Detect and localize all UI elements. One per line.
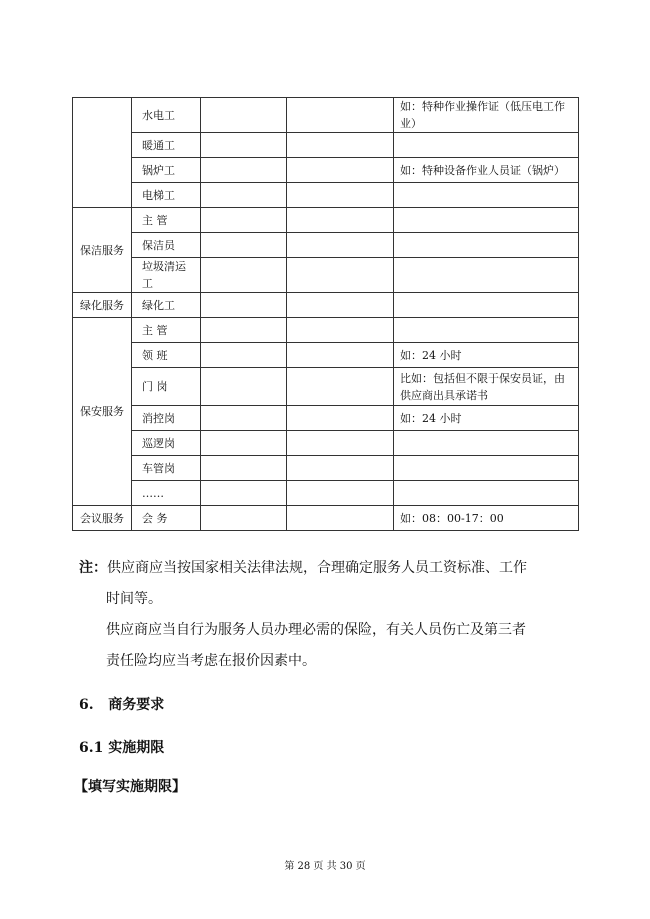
note-cell [394, 318, 579, 343]
blank-cell [201, 406, 287, 431]
blank-cell [201, 258, 287, 293]
role-cell: 领 班 [132, 343, 201, 368]
note-cell: 如：特种设备作业人员证（锅炉） [394, 158, 579, 183]
table-row [73, 293, 579, 318]
role-cell: 主 管 [132, 318, 201, 343]
note-cell [394, 133, 579, 158]
notes-block [79, 557, 579, 681]
role-cell: 绿化工 [132, 293, 201, 318]
table-row [73, 431, 579, 456]
blank-cell [287, 258, 394, 293]
blank-cell [201, 368, 287, 406]
note-cell [394, 183, 579, 208]
note-cell [394, 431, 579, 456]
blank-cell [287, 343, 394, 368]
note-cell: 如：24 小时 [394, 343, 579, 368]
note-cell [394, 233, 579, 258]
blank-cell [287, 183, 394, 208]
role-cell: 保洁员 [132, 233, 201, 258]
blank-cell [287, 233, 394, 258]
role-cell: 暖通工 [132, 133, 201, 158]
blank-cell [201, 506, 287, 531]
table-row [73, 368, 579, 406]
blank-cell [287, 456, 394, 481]
staffing-table [72, 97, 579, 531]
blank-cell [287, 406, 394, 431]
page-footer: 第 28 页 共 30 页 [284, 861, 366, 872]
role-cell: 垃圾清运工 [132, 258, 201, 293]
note-line: 责任险均应当考虑在报价因素中。 [106, 653, 316, 669]
role-cell: 锅炉工 [132, 158, 201, 183]
table-row [73, 456, 579, 481]
blank-cell [201, 343, 287, 368]
table-row [73, 158, 579, 183]
blank-cell [287, 431, 394, 456]
table-row [73, 406, 579, 431]
note-label: 注： [79, 560, 107, 576]
note-cell [394, 456, 579, 481]
role-cell: …… [132, 481, 201, 506]
note-cell: 如：08：00-17：00 [394, 506, 579, 531]
section-heading-6: 6. 商务要求 [79, 697, 165, 713]
table-row [73, 506, 579, 531]
category-label: 保洁服务 [80, 243, 124, 257]
role-cell: 门 岗 [132, 368, 201, 406]
role-cell: 消控岗 [132, 406, 201, 431]
blank-cell [287, 208, 394, 233]
role-cell: 水电工 [132, 98, 201, 133]
category-label: 绿化服务 [80, 298, 124, 312]
note-cell [394, 258, 579, 293]
blank-cell [287, 133, 394, 158]
table-row [73, 233, 579, 258]
note-line: 时间等。 [106, 591, 162, 607]
table-row [73, 183, 579, 208]
role-cell: 主 管 [132, 208, 201, 233]
blank-cell [201, 318, 287, 343]
blank-cell [201, 233, 287, 258]
category-label: 保安服务 [80, 405, 124, 418]
blank-cell [201, 431, 287, 456]
note-text: 供应商应当按国家相关法律法规，合理确定服务人员工资标准、工作 [107, 560, 527, 576]
blank-cell [287, 158, 394, 183]
category-label: 会议服务 [80, 511, 124, 525]
role-cell: 车管岗 [132, 456, 201, 481]
category-cell-cleaning [73, 208, 132, 293]
role-cell: 会 务 [132, 506, 201, 531]
category-cell-meeting [73, 506, 132, 531]
table-row [73, 343, 579, 368]
blank-cell [201, 158, 287, 183]
note-cell [394, 481, 579, 506]
blank-cell [287, 98, 394, 133]
blank-cell [201, 133, 287, 158]
table-row [73, 98, 579, 133]
blank-cell [201, 481, 287, 506]
note-cell: 如：24 小时 [394, 406, 579, 431]
note-cell: 如：特种作业操作证（低压电工作业） [394, 98, 579, 133]
blank-cell [287, 368, 394, 406]
category-cell-security [73, 318, 132, 506]
note-line [79, 557, 579, 588]
note-line: 供应商应当自行为服务人员办理必需的保险，有关人员伤亡及第三者 [106, 622, 526, 638]
blank-cell [201, 208, 287, 233]
blank-cell [287, 481, 394, 506]
table-row [73, 318, 579, 343]
note-cell [394, 208, 579, 233]
category-cell-greening [73, 293, 132, 318]
blank-cell [201, 456, 287, 481]
blank-cell [287, 293, 394, 318]
blank-cell [287, 318, 394, 343]
role-cell: 电梯工 [132, 183, 201, 208]
placeholder-text: 【填写实施期限】 [74, 779, 186, 795]
table-row [73, 481, 579, 506]
section-heading-6-1: 6.1 实施期限 [79, 740, 165, 756]
blank-cell [287, 506, 394, 531]
table-row [73, 133, 579, 158]
category-cell-engineering [73, 98, 132, 208]
table-row [73, 208, 579, 233]
blank-cell [201, 98, 287, 133]
note-cell [394, 293, 579, 318]
blank-cell [201, 293, 287, 318]
role-cell: 巡逻岗 [132, 431, 201, 456]
blank-cell [201, 183, 287, 208]
table-row [73, 258, 579, 293]
note-cell: 比如：包括但不限于保安员证，由供应商出具承诺书 [394, 368, 579, 406]
